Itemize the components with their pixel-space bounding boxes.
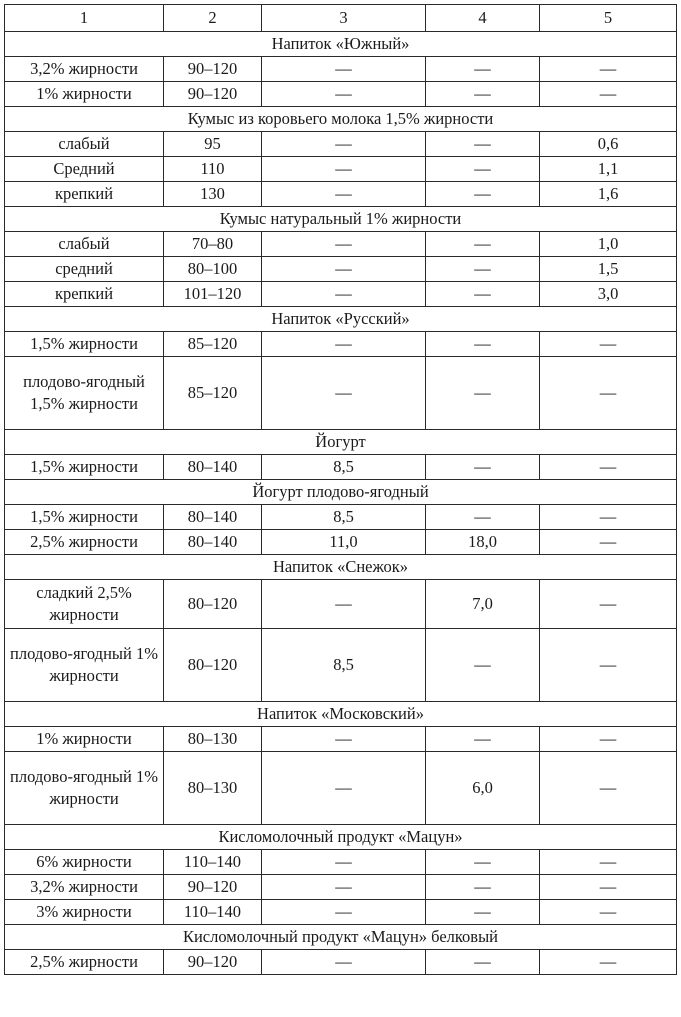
value-cell-3: — — [262, 357, 426, 430]
table-row — [5, 132, 677, 157]
section-title: Напиток «Московский» — [5, 702, 677, 727]
header-cell: 2 — [164, 5, 262, 32]
value-cell-5: — — [540, 332, 677, 357]
value-cell-3: — — [262, 182, 426, 207]
value-cell-3: — — [262, 580, 426, 629]
range-cell: 80–120 — [164, 580, 262, 629]
product-variant-cell: 3% жирности — [5, 900, 164, 925]
section-title: Напиток «Русский» — [5, 307, 677, 332]
section-title: Йогурт плодово-ягодный — [5, 480, 677, 505]
value-cell-4: — — [426, 629, 540, 702]
table-row — [5, 900, 677, 925]
value-cell-4: 18,0 — [426, 530, 540, 555]
range-cell: 110 — [164, 157, 262, 182]
table-row — [5, 182, 677, 207]
value-cell-3: — — [262, 157, 426, 182]
value-cell-4: — — [426, 332, 540, 357]
value-cell-5: — — [540, 82, 677, 107]
header-row — [5, 5, 677, 32]
value-cell-4: 7,0 — [426, 580, 540, 629]
table-row — [5, 332, 677, 357]
value-cell-3: 8,5 — [262, 455, 426, 480]
range-cell: 80–100 — [164, 257, 262, 282]
range-cell: 70–80 — [164, 232, 262, 257]
value-cell-4: — — [426, 850, 540, 875]
range-cell: 90–120 — [164, 82, 262, 107]
value-cell-3: — — [262, 332, 426, 357]
product-variant-cell: крепкий — [5, 282, 164, 307]
value-cell-4: — — [426, 875, 540, 900]
product-variant-cell: 1,5% жирности — [5, 455, 164, 480]
section-header-row — [5, 925, 677, 950]
range-cell: 110–140 — [164, 900, 262, 925]
table-row — [5, 357, 677, 430]
range-cell: 80–140 — [164, 455, 262, 480]
value-cell-4: — — [426, 132, 540, 157]
value-cell-4: — — [426, 182, 540, 207]
value-cell-4: — — [426, 505, 540, 530]
table-row — [5, 752, 677, 825]
section-title: Кисломолочный продукт «Мацун» белковый — [5, 925, 677, 950]
product-variant-cell: 6% жирности — [5, 850, 164, 875]
product-variant-cell: 1% жирности — [5, 82, 164, 107]
value-cell-3: — — [262, 132, 426, 157]
header-cell: 5 — [540, 5, 677, 32]
range-cell: 90–120 — [164, 57, 262, 82]
value-cell-5: — — [540, 752, 677, 825]
product-variant-cell: Средний — [5, 157, 164, 182]
product-variant-cell: крепкий — [5, 182, 164, 207]
range-cell: 130 — [164, 182, 262, 207]
value-cell-5: — — [540, 530, 677, 555]
table-row — [5, 629, 677, 702]
value-cell-3: — — [262, 850, 426, 875]
data-table — [4, 4, 677, 975]
value-cell-4: 6,0 — [426, 752, 540, 825]
section-header-row — [5, 307, 677, 332]
value-cell-5: 1,6 — [540, 182, 677, 207]
range-cell: 80–140 — [164, 505, 262, 530]
range-cell: 80–120 — [164, 629, 262, 702]
product-variant-cell: сладкий 2,5% жирности — [5, 580, 164, 629]
section-title: Напиток «Снежок» — [5, 555, 677, 580]
product-variant-cell: плодово-ягодный 1,5% жирности — [5, 357, 164, 430]
range-cell: 80–140 — [164, 530, 262, 555]
value-cell-5: — — [540, 505, 677, 530]
section-header-row — [5, 480, 677, 505]
value-cell-3: — — [262, 82, 426, 107]
header-cell: 1 — [5, 5, 164, 32]
section-header-row — [5, 107, 677, 132]
value-cell-3: — — [262, 875, 426, 900]
value-cell-5: 1,5 — [540, 257, 677, 282]
table-row — [5, 232, 677, 257]
table-row — [5, 505, 677, 530]
section-title: Кумыс натуральный 1% жирности — [5, 207, 677, 232]
value-cell-3: — — [262, 57, 426, 82]
value-cell-5: — — [540, 900, 677, 925]
value-cell-3: 8,5 — [262, 505, 426, 530]
product-variant-cell: 2,5% жирности — [5, 950, 164, 975]
range-cell: 110–140 — [164, 850, 262, 875]
table-row — [5, 455, 677, 480]
value-cell-3: — — [262, 950, 426, 975]
value-cell-3: — — [262, 900, 426, 925]
product-variant-cell: 1,5% жирности — [5, 332, 164, 357]
product-variant-cell: слабый — [5, 232, 164, 257]
product-variant-cell: слабый — [5, 132, 164, 157]
table-row — [5, 57, 677, 82]
table-body — [5, 5, 677, 975]
section-title: Напиток «Южный» — [5, 32, 677, 57]
value-cell-4: — — [426, 257, 540, 282]
product-variant-cell: средний — [5, 257, 164, 282]
value-cell-4: — — [426, 82, 540, 107]
section-header-row — [5, 430, 677, 455]
value-cell-5: 0,6 — [540, 132, 677, 157]
range-cell: 90–120 — [164, 950, 262, 975]
value-cell-3: 11,0 — [262, 530, 426, 555]
product-variant-cell: плодово-ягодный 1% жирности — [5, 752, 164, 825]
value-cell-5: 1,0 — [540, 232, 677, 257]
value-cell-5: — — [540, 850, 677, 875]
table-row — [5, 282, 677, 307]
value-cell-4: — — [426, 900, 540, 925]
table-row — [5, 580, 677, 629]
table-row — [5, 530, 677, 555]
value-cell-5: — — [540, 629, 677, 702]
product-variant-cell: 3,2% жирности — [5, 875, 164, 900]
table-row — [5, 950, 677, 975]
table-row — [5, 875, 677, 900]
value-cell-4: — — [426, 232, 540, 257]
value-cell-5: — — [540, 727, 677, 752]
value-cell-3: — — [262, 282, 426, 307]
range-cell: 85–120 — [164, 357, 262, 430]
table-row — [5, 727, 677, 752]
section-header-row — [5, 32, 677, 57]
table-row — [5, 82, 677, 107]
range-cell: 90–120 — [164, 875, 262, 900]
value-cell-4: — — [426, 950, 540, 975]
range-cell: 95 — [164, 132, 262, 157]
product-variant-cell: 2,5% жирности — [5, 530, 164, 555]
value-cell-5: — — [540, 875, 677, 900]
section-header-row — [5, 555, 677, 580]
value-cell-5: — — [540, 455, 677, 480]
table-row — [5, 157, 677, 182]
value-cell-5: — — [540, 950, 677, 975]
value-cell-4: — — [426, 57, 540, 82]
section-header-row — [5, 825, 677, 850]
section-header-row — [5, 207, 677, 232]
section-header-row — [5, 702, 677, 727]
value-cell-4: — — [426, 157, 540, 182]
header-cell: 3 — [262, 5, 426, 32]
section-title: Кумыс из коровьего молока 1,5% жирности — [5, 107, 677, 132]
range-cell: 85–120 — [164, 332, 262, 357]
value-cell-4: — — [426, 357, 540, 430]
section-title: Кисломолочный продукт «Мацун» — [5, 825, 677, 850]
range-cell: 80–130 — [164, 727, 262, 752]
product-variant-cell: 1% жирности — [5, 727, 164, 752]
table-row — [5, 257, 677, 282]
section-title: Йогурт — [5, 430, 677, 455]
range-cell: 101–120 — [164, 282, 262, 307]
value-cell-5: — — [540, 580, 677, 629]
value-cell-3: — — [262, 752, 426, 825]
value-cell-5: — — [540, 357, 677, 430]
value-cell-4: — — [426, 727, 540, 752]
value-cell-4: — — [426, 455, 540, 480]
value-cell-5: — — [540, 57, 677, 82]
value-cell-3: — — [262, 257, 426, 282]
header-cell: 4 — [426, 5, 540, 32]
range-cell: 80–130 — [164, 752, 262, 825]
value-cell-3: 8,5 — [262, 629, 426, 702]
table-row — [5, 850, 677, 875]
value-cell-5: 3,0 — [540, 282, 677, 307]
value-cell-3: — — [262, 727, 426, 752]
value-cell-5: 1,1 — [540, 157, 677, 182]
product-variant-cell: 3,2% жирности — [5, 57, 164, 82]
product-variant-cell: плодово-ягодный 1% жирности — [5, 629, 164, 702]
value-cell-3: — — [262, 232, 426, 257]
product-variant-cell: 1,5% жирности — [5, 505, 164, 530]
value-cell-4: — — [426, 282, 540, 307]
